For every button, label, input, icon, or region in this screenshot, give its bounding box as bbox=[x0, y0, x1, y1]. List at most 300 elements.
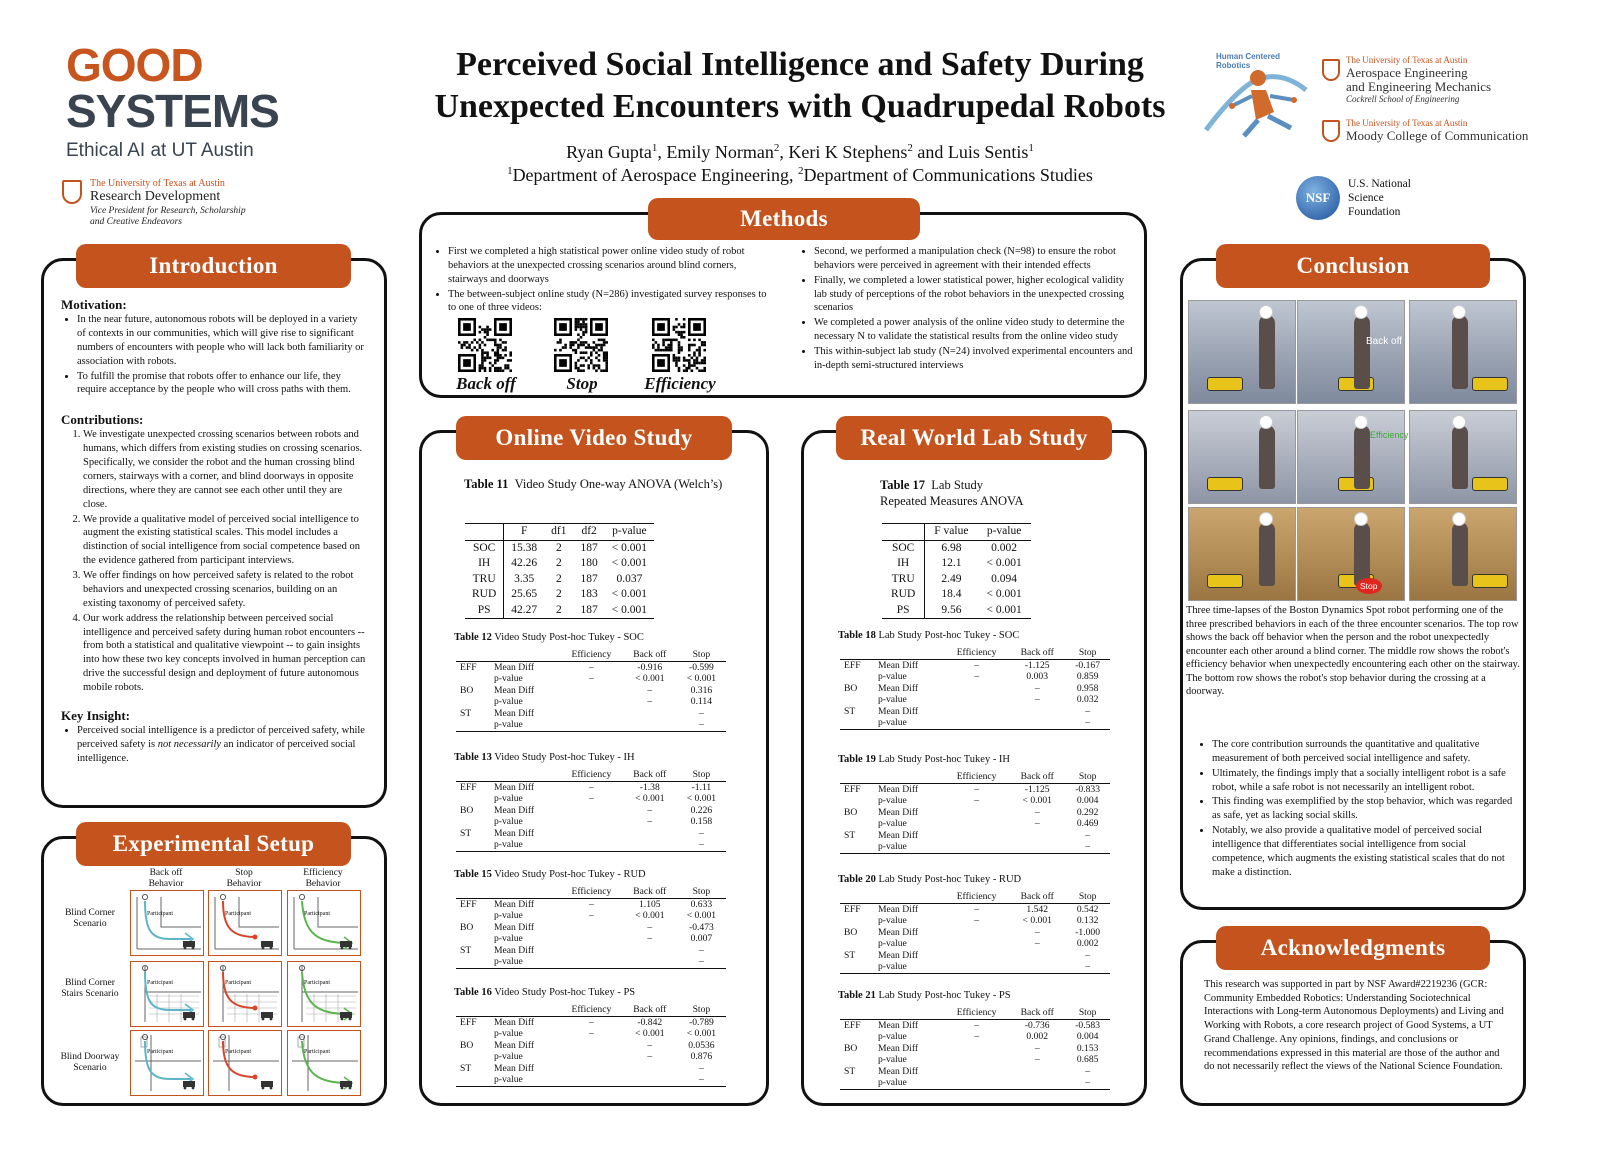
robot-photo bbox=[1409, 300, 1517, 404]
table-header-cell: Stop bbox=[677, 769, 726, 781]
table-header-cell: p-value bbox=[977, 524, 1030, 541]
table-header-cell bbox=[456, 886, 490, 898]
online-video-study-title: Online Video Study bbox=[456, 416, 732, 460]
table-cell: – bbox=[1034, 938, 1040, 949]
table-cell: 0.032 bbox=[1076, 694, 1099, 705]
tukey-caption bbox=[838, 874, 1021, 885]
table-row bbox=[840, 795, 1110, 807]
participant-label: Participant bbox=[304, 911, 330, 917]
table-cell bbox=[944, 818, 1009, 830]
table-header-cell: Efficiency bbox=[560, 769, 623, 781]
rd-name: Research Development bbox=[90, 189, 221, 204]
table-header-cell: Back off bbox=[623, 1004, 677, 1016]
table-row bbox=[456, 661, 726, 673]
table-cell bbox=[944, 927, 1009, 939]
table-cell: p-value bbox=[878, 818, 907, 829]
table-header-cell bbox=[882, 524, 925, 541]
table-cell: p-value bbox=[494, 673, 523, 684]
table-header-cell bbox=[874, 647, 944, 659]
table-cell: p-value bbox=[494, 1051, 523, 1062]
nsf-line-2: Science bbox=[1348, 192, 1384, 204]
table-number: Table 12 bbox=[454, 632, 492, 643]
face-blur-icon bbox=[1259, 512, 1273, 526]
table-cell: p-value bbox=[494, 1028, 523, 1039]
table-row bbox=[456, 910, 726, 922]
table-row bbox=[456, 956, 726, 968]
table-row bbox=[456, 828, 726, 840]
table-cell: p-value bbox=[878, 1054, 907, 1065]
table-cell: 0.037 bbox=[616, 572, 643, 585]
participant-label: Participant bbox=[304, 1049, 330, 1055]
table-caption: Video Study Post-hoc Tukey - PS bbox=[494, 987, 636, 998]
table-cell: PS bbox=[465, 603, 504, 619]
table-row bbox=[456, 793, 726, 805]
table-row bbox=[456, 1063, 726, 1075]
table-cell: -1.000 bbox=[1075, 926, 1101, 938]
table-row bbox=[840, 683, 1110, 695]
table-header-cell: Back off bbox=[1009, 771, 1065, 783]
table-cell: Mean Diff bbox=[878, 659, 919, 671]
qr-code-stop[interactable] bbox=[554, 318, 608, 377]
table-cell: 0.002 bbox=[1076, 938, 1099, 949]
robot-photo bbox=[1409, 410, 1517, 504]
table-cell: 0.132 bbox=[1076, 915, 1099, 926]
author-1: Ryan Gupta bbox=[566, 142, 652, 162]
table-cell: ST bbox=[460, 827, 472, 839]
table-cell: RUD bbox=[882, 587, 925, 603]
table-cell: p-value bbox=[494, 816, 523, 827]
table-cell: EFF bbox=[460, 898, 477, 910]
list-item: • First we completed a high statistical power online video study of robot behaviors at the unexpected crossing scenarios around blind corners, stairways and doorways bbox=[448, 245, 772, 287]
table-cell bbox=[560, 685, 623, 697]
robot-photo bbox=[1297, 410, 1405, 504]
table-cell bbox=[623, 708, 677, 720]
table-cell bbox=[560, 1063, 623, 1075]
table-cell: p-value bbox=[878, 694, 907, 705]
face-blur-icon bbox=[1354, 415, 1368, 429]
rd-university: The University of Texas at Austin bbox=[90, 178, 225, 189]
title-line-2: Unexpected Encounters with Quadrupedal Robots bbox=[434, 88, 1166, 125]
table-cell: – bbox=[647, 933, 653, 944]
table-row bbox=[456, 816, 726, 828]
table-row bbox=[840, 1031, 1110, 1043]
nsf-badge: NSF bbox=[1305, 190, 1331, 205]
table-cell: 2.49 bbox=[941, 572, 962, 585]
setup-row-header: Blind Corner Stairs Scenario bbox=[61, 978, 119, 1000]
table-caption: Lab Study Post-hoc Tukey - RUD bbox=[878, 874, 1022, 885]
table-cell: p-value bbox=[874, 1077, 944, 1089]
table-row bbox=[882, 556, 1031, 572]
ae-name-2: and Engineering Mechanics bbox=[1346, 79, 1492, 94]
table-row bbox=[840, 915, 1110, 927]
participant-label: Participant bbox=[225, 911, 251, 917]
table-row bbox=[882, 572, 1031, 588]
table-cell: EFF bbox=[844, 1019, 861, 1031]
table-cell: -0.583 bbox=[1075, 1019, 1101, 1031]
table-cell: – bbox=[588, 793, 594, 804]
table-cell: p-value bbox=[494, 793, 523, 804]
qr-label-back-off: Back off bbox=[456, 374, 516, 393]
table-row bbox=[840, 1077, 1110, 1089]
table-cell: – bbox=[647, 696, 653, 707]
table-cell bbox=[623, 719, 677, 731]
table-cell: BO bbox=[844, 806, 858, 818]
robot-photo bbox=[1188, 410, 1296, 504]
table-cell: 0.153 bbox=[1076, 1042, 1099, 1054]
table-cell bbox=[456, 1074, 490, 1086]
table-cell: Mean Diff bbox=[878, 783, 919, 795]
qr-code-back-off[interactable] bbox=[458, 318, 512, 377]
table-header-cell: Stop bbox=[677, 886, 726, 898]
face-blur-icon bbox=[1354, 512, 1368, 526]
table-header-cell: Stop bbox=[1065, 891, 1110, 903]
table-cell: Mean Diff bbox=[878, 705, 919, 717]
table-cell: – bbox=[588, 1016, 594, 1028]
table-header-row bbox=[840, 647, 1110, 659]
table-header-cell bbox=[840, 1007, 874, 1019]
person-figure-icon bbox=[1452, 522, 1468, 586]
table-row bbox=[465, 540, 654, 556]
table-header-cell: F value bbox=[925, 524, 978, 541]
ae-university: The University of Texas at Austin bbox=[1346, 55, 1468, 65]
table-row bbox=[882, 603, 1031, 619]
author-4-sup: 1 bbox=[1028, 142, 1034, 154]
tukey-table bbox=[456, 886, 726, 969]
list-item bbox=[77, 724, 367, 766]
table-row bbox=[840, 671, 1110, 683]
scenario-diagram-icon bbox=[209, 962, 281, 1026]
table-caption: Lab Study Post-hoc Tukey - IH bbox=[878, 754, 1011, 765]
tukey-caption bbox=[838, 754, 1010, 765]
table-cell: 0.158 bbox=[690, 816, 713, 827]
table-cell: p-value bbox=[490, 839, 560, 851]
table-caption: Lab Study bbox=[931, 478, 984, 492]
table-cell bbox=[560, 933, 623, 945]
table-cell bbox=[840, 961, 874, 973]
table-cell: – bbox=[1034, 806, 1040, 818]
table-row bbox=[465, 572, 654, 588]
person-figure-icon bbox=[1354, 315, 1370, 389]
table-caption-2: Repeated Measures ANOVA bbox=[880, 494, 1024, 509]
conclusion-bullets bbox=[1196, 738, 1514, 881]
table-cell bbox=[560, 719, 623, 731]
table-cell: TRU bbox=[882, 572, 925, 588]
table-cell: 42.26 bbox=[511, 557, 538, 570]
poster-title bbox=[400, 44, 1200, 128]
table-cell bbox=[944, 717, 1009, 729]
table-header-cell bbox=[840, 647, 874, 659]
table-row bbox=[840, 818, 1110, 830]
table-cell: BO bbox=[460, 1039, 474, 1051]
table-row bbox=[840, 830, 1110, 842]
tukey-table bbox=[840, 891, 1110, 974]
table-cell: Mean Diff bbox=[494, 944, 535, 956]
table-17-caption bbox=[880, 477, 1120, 510]
table-number: Table 16 bbox=[454, 987, 492, 998]
affil-sup-2: 2 bbox=[797, 165, 804, 177]
rd-sub1: Vice President for Research, Scholarship bbox=[90, 206, 246, 216]
scenario-diagram-icon bbox=[131, 962, 203, 1026]
table-cell: < 0.001 bbox=[1022, 795, 1052, 806]
table-cell: – bbox=[1085, 949, 1091, 961]
tukey-table bbox=[456, 769, 726, 852]
table-cell: 2 bbox=[555, 557, 562, 570]
table-cell bbox=[623, 945, 677, 957]
table-header-cell: F bbox=[504, 524, 544, 541]
table-row bbox=[840, 841, 1110, 853]
table-cell: – bbox=[1034, 1054, 1040, 1065]
setup-diagram-cell bbox=[208, 961, 282, 1027]
table-cell bbox=[944, 1054, 1009, 1066]
table-cell bbox=[840, 717, 874, 729]
table-header-row bbox=[882, 524, 1031, 541]
table-row bbox=[456, 1028, 726, 1040]
table-cell bbox=[840, 818, 874, 830]
table-cell: p-value bbox=[878, 938, 907, 949]
table-cell: 187 bbox=[580, 541, 598, 554]
tukey-table bbox=[840, 1007, 1110, 1090]
table-cell: – bbox=[1034, 694, 1040, 705]
real-world-lab-study-title: Real World Lab Study bbox=[836, 416, 1112, 460]
table-row bbox=[840, 927, 1110, 939]
table-cell: – bbox=[588, 1028, 594, 1039]
table-header-row bbox=[456, 769, 726, 781]
insight-emphasis: not necessarily bbox=[157, 738, 222, 750]
table-cell: TRU bbox=[465, 572, 504, 588]
table-cell: -0.599 bbox=[689, 661, 714, 673]
table-cell: 0.469 bbox=[1076, 818, 1099, 829]
robot-photo bbox=[1188, 300, 1296, 404]
table-number: Table 21 bbox=[838, 990, 876, 1001]
scenario-diagram-icon bbox=[288, 1031, 360, 1095]
table-cell: – bbox=[699, 707, 704, 719]
table-header-cell: Efficiency bbox=[944, 771, 1009, 783]
qr-code-efficiency[interactable] bbox=[652, 318, 706, 377]
table-header-cell: Back off bbox=[1009, 1007, 1065, 1019]
table-cell bbox=[1009, 1066, 1065, 1078]
table-cell: SOC bbox=[882, 540, 925, 556]
table-cell bbox=[944, 807, 1009, 819]
table-header-cell bbox=[490, 886, 560, 898]
table-cell bbox=[560, 696, 623, 708]
table-header-cell bbox=[465, 524, 504, 541]
table-cell: 0.004 bbox=[1076, 1031, 1099, 1042]
table-cell: p-value bbox=[878, 671, 907, 682]
table-cell: < 0.001 bbox=[611, 588, 647, 601]
table-cell: 2 bbox=[555, 588, 562, 601]
table-cell: – bbox=[647, 1039, 653, 1051]
list-item: • This finding was exemplified by the stop behavior, which was regarded as safe, yet as lacking social skills. bbox=[1212, 795, 1514, 823]
table-cell: – bbox=[677, 956, 726, 968]
table-cell: 187 bbox=[580, 572, 598, 585]
table-cell: – bbox=[1065, 1077, 1110, 1089]
table-cell bbox=[840, 841, 874, 853]
table-row bbox=[456, 1040, 726, 1052]
table-cell: Mean Diff bbox=[494, 1039, 535, 1051]
table-row bbox=[840, 938, 1110, 950]
table-cell: – bbox=[588, 661, 594, 673]
table-row bbox=[840, 1043, 1110, 1055]
table-header-row bbox=[840, 891, 1110, 903]
table-cell: Mean Diff bbox=[494, 684, 535, 696]
setup-diagram-cell bbox=[287, 961, 361, 1027]
table-cell bbox=[840, 1031, 874, 1043]
table-cell: 2 bbox=[555, 572, 562, 585]
table-row bbox=[882, 540, 1031, 556]
list-item: • Ultimately, the findings imply that a socially intelligent robot is a safe robot, while a safe robot is not necessarily an intelligent robot. bbox=[1212, 767, 1514, 795]
table-cell bbox=[944, 683, 1009, 695]
table-cell: 12.1 bbox=[941, 557, 962, 570]
table-cell: -0.916 bbox=[637, 661, 663, 673]
table-cell bbox=[840, 1077, 874, 1089]
table-cell: BO bbox=[844, 926, 858, 938]
table-header-cell bbox=[456, 649, 490, 661]
table-cell: 0.094 bbox=[991, 572, 1018, 585]
setup-diagram-cell bbox=[287, 890, 361, 956]
table-cell: -0.842 bbox=[637, 1016, 663, 1028]
setup-diagram-cell bbox=[287, 1030, 361, 1096]
table-cell: p-value bbox=[494, 696, 523, 707]
table-cell bbox=[456, 673, 490, 685]
spot-robot-icon bbox=[1207, 574, 1243, 588]
table-cell: 0.002 bbox=[1026, 1031, 1049, 1042]
table-caption: Lab Study Post-hoc Tukey - PS bbox=[878, 990, 1011, 1001]
table-cell: < 0.001 bbox=[605, 603, 654, 619]
table-cell: 0.876 bbox=[690, 1051, 713, 1062]
spot-robot-icon bbox=[1207, 377, 1243, 391]
table-row bbox=[840, 807, 1110, 819]
table-cell: Mean Diff bbox=[494, 921, 535, 933]
table-cell: 0.004 bbox=[1076, 795, 1099, 806]
table-cell: – bbox=[699, 1062, 704, 1074]
list-item: • To fulfill the promise that robots offer to enhance our life, they require acceptance by the people who will cross paths with them. bbox=[77, 370, 367, 398]
hcr-text: Human Centered Robotics bbox=[1216, 52, 1281, 70]
table-cell: EFF bbox=[460, 781, 477, 793]
mc-name: Moody College of Communication bbox=[1346, 128, 1529, 143]
table-cell bbox=[560, 708, 623, 720]
person-figure-icon bbox=[1354, 522, 1370, 586]
table-cell bbox=[623, 1074, 677, 1086]
person-figure-icon bbox=[1259, 315, 1275, 389]
affil-2: Department of Communications Studies bbox=[803, 165, 1093, 185]
table-cell: Mean Diff bbox=[878, 829, 919, 841]
qr-icon bbox=[652, 318, 706, 372]
face-blur-icon bbox=[1452, 415, 1466, 429]
table-cell: ST bbox=[844, 1065, 856, 1077]
table-header-cell bbox=[456, 1004, 490, 1016]
table-cell bbox=[944, 950, 1009, 962]
table-caption: Video Study Post-hoc Tukey - SOC bbox=[494, 632, 644, 643]
table-row bbox=[840, 783, 1110, 795]
table-cell: Mean Diff bbox=[494, 707, 535, 719]
robot-photo bbox=[1297, 300, 1405, 404]
table-number: Table 11 bbox=[464, 477, 509, 491]
table-cell: Mean Diff bbox=[494, 781, 535, 793]
table-header-cell: df1 bbox=[544, 524, 573, 541]
table-header-cell bbox=[840, 771, 874, 783]
table-row bbox=[456, 719, 726, 731]
table-cell: EFF bbox=[844, 903, 861, 915]
table-cell bbox=[840, 671, 874, 683]
tukey-caption bbox=[838, 990, 1011, 1001]
nsf-globe-icon bbox=[1296, 176, 1340, 220]
table-row bbox=[840, 961, 1110, 973]
table-cell: -0.789 bbox=[689, 1016, 714, 1028]
list-item: • This within-subject lab study (N=24) involved experimental encounters and in-depth semi-structured interviews bbox=[814, 345, 1136, 373]
table-cell: p-value bbox=[874, 717, 944, 729]
table-header-cell: Stop bbox=[677, 1004, 726, 1016]
table-cell: 0.007 bbox=[690, 933, 713, 944]
table-header-cell: Efficiency bbox=[560, 1004, 623, 1016]
person-figure-icon bbox=[1259, 522, 1275, 586]
setup-col-header: Efficiency Behavior bbox=[303, 868, 343, 890]
insight-list bbox=[61, 724, 367, 766]
table-cell bbox=[456, 910, 490, 922]
table-cell: BO bbox=[460, 804, 474, 816]
nsf-line-3: Foundation bbox=[1348, 206, 1401, 218]
table-cell: – bbox=[588, 910, 594, 921]
table-cell: – bbox=[1085, 705, 1091, 717]
table-cell: p-value bbox=[878, 1031, 907, 1042]
table-cell bbox=[1009, 950, 1065, 962]
table-cell: 0.114 bbox=[690, 696, 713, 707]
table-row bbox=[840, 694, 1110, 706]
nsf-logo bbox=[1296, 176, 1466, 222]
affil-1: Department of Aerospace Engineering, bbox=[512, 165, 798, 185]
table-cell: -1.125 bbox=[1024, 783, 1050, 795]
table-header-cell: Back off bbox=[623, 649, 677, 661]
introduction-title: Introduction bbox=[76, 244, 351, 288]
table-header-cell: Stop bbox=[1065, 647, 1110, 659]
table-cell bbox=[840, 938, 874, 950]
face-blur-icon bbox=[1259, 305, 1273, 319]
logo-ethical-ai: Ethical AI at UT Austin bbox=[66, 140, 254, 161]
table-cell bbox=[623, 839, 677, 851]
table-cell: < 0.001 bbox=[635, 1028, 665, 1039]
table-cell bbox=[840, 1054, 874, 1066]
table-header-cell: Back off bbox=[623, 769, 677, 781]
table-cell: EFF bbox=[460, 661, 477, 673]
table-cell: 183 bbox=[580, 588, 598, 601]
introduction-body bbox=[61, 292, 367, 767]
scenario-diagram-icon bbox=[131, 1031, 203, 1095]
scenario-diagram-icon bbox=[288, 891, 360, 955]
table-cell: p-value bbox=[490, 956, 560, 968]
table-cell bbox=[1009, 717, 1065, 729]
affiliations bbox=[400, 165, 1200, 186]
table-row bbox=[456, 945, 726, 957]
table-cell: < 0.001 bbox=[611, 541, 647, 554]
photo-label: Back off bbox=[1366, 336, 1402, 347]
table-cell: – bbox=[1065, 717, 1110, 729]
table-cell: 6.98 bbox=[941, 541, 962, 554]
table-cell: Mean Diff bbox=[878, 1042, 919, 1054]
list-item: • We completed a power analysis of the online video study to determine the necessary N to validate the statistical results from the online video study bbox=[814, 316, 1136, 344]
table-header-cell: Back off bbox=[1009, 647, 1065, 659]
scenario-diagram-icon bbox=[131, 891, 203, 955]
table-cell bbox=[944, 830, 1009, 842]
table-header-cell: Efficiency bbox=[944, 1007, 1009, 1019]
moody-logo bbox=[1322, 118, 1582, 146]
conclusion-caption: Three time-lapses of the Boston Dynamics Spot robot performing one of the three prescribed behaviors in each of the three encounter scenarios. The top row shows the back off behavior when the person and the robot unexpectedly encounter each other around a blind corner. The middle row shows the robot's efficiency behavior when unexpectedly encountering each other on the stairway. The bottom row shows the robot's stop behavior during the crossing at a doorway. bbox=[1186, 605, 1520, 698]
table-cell: Mean Diff bbox=[494, 898, 535, 910]
tukey-caption bbox=[838, 630, 1019, 641]
table-row bbox=[840, 903, 1110, 915]
table-cell: p-value bbox=[494, 910, 523, 921]
table-header-cell: Stop bbox=[677, 649, 726, 661]
table-cell bbox=[560, 839, 623, 851]
face-blur-icon bbox=[1354, 305, 1368, 319]
